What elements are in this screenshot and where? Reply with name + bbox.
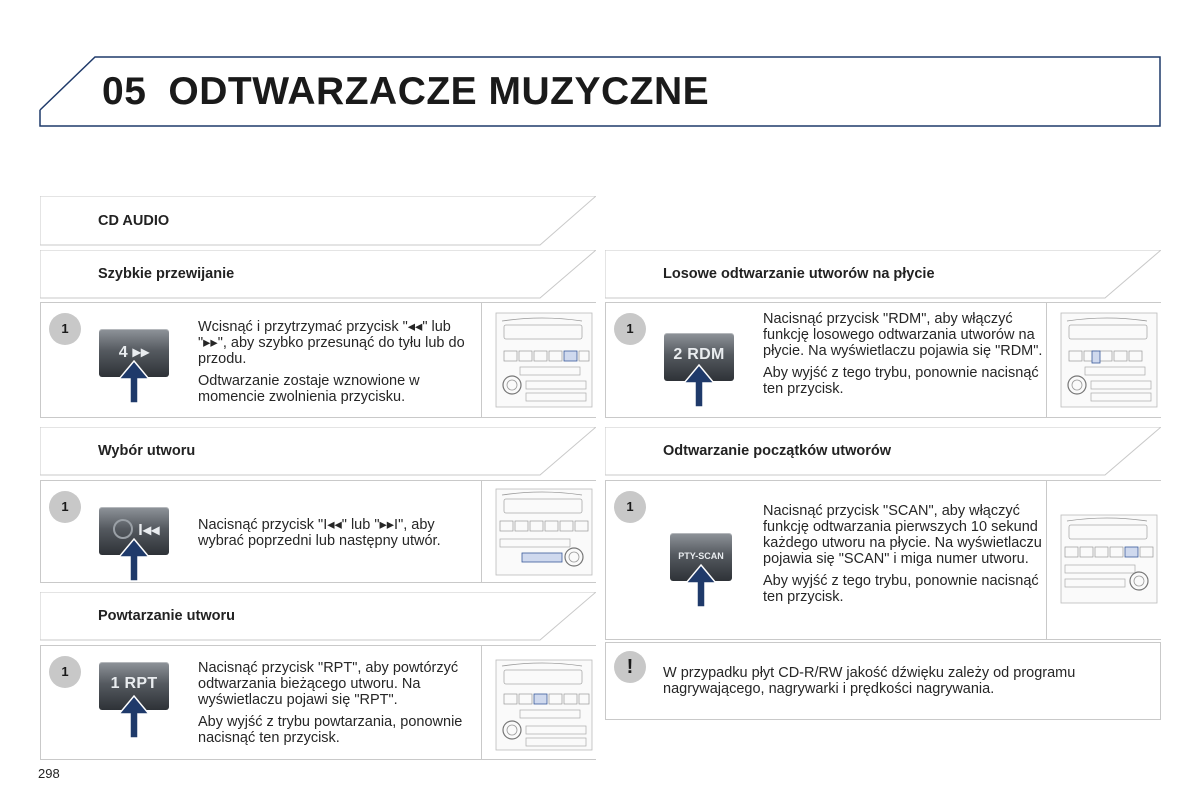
section-title: Powtarzanie utworu [98,608,235,624]
section-header-scan [605,427,1161,477]
chapter-name: ODTWARZACZE MUZYCZNE [168,70,710,113]
radio-panel-icon [1047,303,1162,417]
section-header-cd-audio [40,196,596,246]
arrow-up-icon [686,561,716,609]
section-header-fast-forward [40,250,596,300]
radio-panel-illustration [481,646,596,759]
radio-panel-icon [482,303,597,417]
section-header-track-select [40,427,596,477]
arrow-up-icon [119,692,149,740]
radio-panel-illustration [1046,303,1161,417]
instruction-text: Nacisnąć przycisk "RPT", aby powtórzyć odtwarzania bieżącego utworu. Na wyświetlaczu pojawi się "RPT". [198,660,459,708]
instruction-text: Aby wyjść z trybu powtarzania, ponownie nacisnąć ten przycisk. [198,714,463,746]
warning-icon: ! [614,651,646,683]
instruction-text: Wcisnąć i przytrzymać przycisk "◂◂" lub "▸▸", aby szybko przesunąć do tyłu lub do przodu. [198,319,465,367]
instruction-text: Nacisnąć przycisk "I◂◂" lub "▸▸I", aby wybrać poprzedni lub następny utwór. [198,517,441,549]
section-title: Odtwarzanie początków utworów [663,443,891,459]
chapter-number: 05 [102,70,147,113]
step-box-repeat [40,645,596,760]
step-number-badge: 1 [614,313,646,345]
key-label: 2 RDM [673,346,725,363]
step-text [198,517,480,555]
step-box-fast-forward [40,302,596,418]
step-text [198,319,480,411]
section-title: Losowe odtwarzanie utworów na płycie [663,266,935,282]
radio-panel-icon [1047,481,1162,639]
radio-panel-illustration [1046,481,1161,639]
note-text: W przypadku płyt CD-R/RW jakość dźwięku zależy od programu nagrywającego, nagrywarki i prędkości nagrywania. [663,665,1076,697]
step-number-badge: 1 [49,656,81,688]
section-title: CD AUDIO [98,213,170,229]
step-number-badge: 1 [49,491,81,523]
arrow-up-icon [684,361,714,409]
section-header-random [605,250,1161,300]
page-number: 298 [38,766,60,781]
key-label: 1 RPT [110,675,158,692]
step-box-track-select [40,480,596,583]
instruction-text: Odtwarzanie zostaje wznowione w momencie zwolnienia przycisku. [198,373,420,405]
key-label: PTY-SCAN [678,551,724,561]
arrow-up-icon [119,535,149,583]
chapter-header [0,0,1200,140]
key-label: I◂◂ [138,522,160,539]
chapter-title [102,70,709,114]
step-box-scan [605,480,1161,640]
radio-panel-icon [482,646,597,759]
key-label: 4 ▸▸ [118,344,150,361]
step-text [198,660,480,752]
note-box [605,642,1161,720]
arrow-up-icon [119,357,149,405]
step-box-random [605,302,1161,418]
step-number-badge: 1 [49,313,81,345]
radio-panel-illustration [481,481,596,582]
section-header-repeat [40,592,596,642]
section-title: Wybór utworu [98,443,196,459]
step-number-badge: 1 [614,491,646,523]
step-text [763,503,1045,611]
instruction-text: Nacisnąć przycisk "SCAN", aby włączyć funkcję odtwarzania pierwszych 10 sekund każdego utworu na płycie. Na wyświetlaczu pojawia się "SCAN" i miga numer utworu. [763,503,1042,567]
radio-panel-icon [482,481,597,582]
instruction-text: Aby wyjść z tego trybu, ponownie nacisnąć ten przycisk. [763,365,1039,397]
section-title: Szybkie przewijanie [98,266,235,282]
instruction-text: Nacisnąć przycisk "RDM", aby włączyć funkcję losowego odtwarzania utworów na płycie. Na wyświetlaczu pojawia się "RDM". [763,311,1043,359]
radio-panel-illustration [481,303,596,417]
step-text [763,311,1045,403]
instruction-text: Aby wyjść z tego trybu, ponownie nacisnąć ten przycisk. [763,573,1039,605]
